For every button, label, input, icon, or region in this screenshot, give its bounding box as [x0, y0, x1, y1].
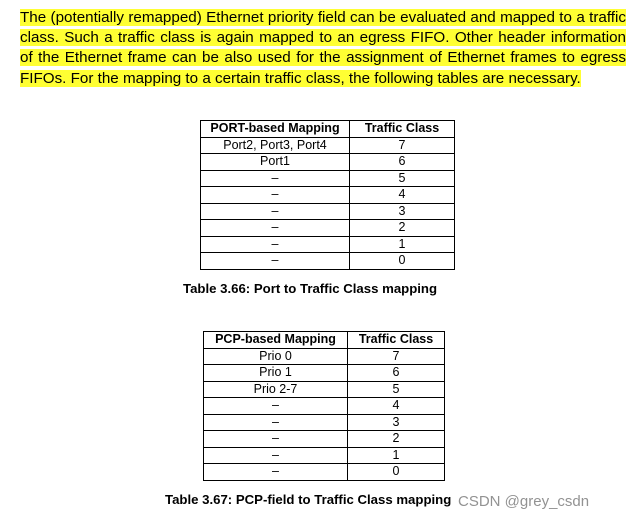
traffic-class-cell: 5	[348, 381, 445, 398]
table-row	[201, 253, 455, 270]
mapping-cell: –	[204, 414, 348, 431]
mapping-cell: Prio 0	[204, 348, 348, 365]
column-header-traffic-class: Traffic Class	[350, 121, 455, 138]
traffic-class-cell: 4	[348, 398, 445, 415]
traffic-class-cell: 2	[348, 431, 445, 448]
traffic-class-cell: 5	[350, 170, 455, 187]
traffic-class-cell: 3	[348, 414, 445, 431]
table-row	[204, 414, 445, 431]
traffic-class-cell: 4	[350, 187, 455, 204]
table-row	[204, 348, 445, 365]
table-header-row	[201, 121, 455, 138]
table-row	[201, 170, 455, 187]
table-header-row	[204, 332, 445, 349]
traffic-class-cell: 3	[350, 203, 455, 220]
table-row	[201, 236, 455, 253]
traffic-class-cell: 1	[348, 447, 445, 464]
mapping-cell: –	[201, 220, 350, 237]
table-row	[204, 464, 445, 481]
traffic-class-cell: 7	[348, 348, 445, 365]
mapping-cell: –	[201, 170, 350, 187]
table-row	[201, 203, 455, 220]
mapping-cell: –	[201, 236, 350, 253]
mapping-cell: –	[201, 187, 350, 204]
intro-paragraph	[20, 8, 626, 89]
table-caption-port: Table 3.66: Port to Traffic Class mapping	[183, 281, 438, 296]
mapping-cell: –	[204, 464, 348, 481]
table-row	[204, 447, 445, 464]
highlighted-text: The (potentially remapped) Ethernet priority field can be evaluated and mapped to a traffic class. Such a traffic class is again mapped to an egress FIFO. Other header information of the Ethernet frame can be also used for the assignment of Ethernet frames to egress FIFOs. For the mapping to a certain traffic class, the following tables are necessary.	[20, 9, 626, 87]
table-caption-pcp: Table 3.67: PCP-field to Traffic Class mapping	[165, 492, 452, 507]
table-row	[204, 398, 445, 415]
mapping-cell: –	[201, 203, 350, 220]
table-row	[204, 431, 445, 448]
mapping-cell: –	[201, 253, 350, 270]
traffic-class-cell: 2	[350, 220, 455, 237]
port-mapping-table	[200, 120, 455, 270]
traffic-class-cell: 6	[350, 154, 455, 171]
traffic-class-cell: 0	[350, 253, 455, 270]
traffic-class-cell: 0	[348, 464, 445, 481]
table-row	[201, 154, 455, 171]
mapping-cell: Prio 1	[204, 365, 348, 382]
column-header-mapping: PCP-based Mapping	[204, 332, 348, 349]
column-header-mapping: PORT-based Mapping	[201, 121, 350, 138]
table-row	[201, 137, 455, 154]
table-row	[201, 187, 455, 204]
table-row	[204, 381, 445, 398]
watermark: CSDN @grey_csdn	[458, 493, 590, 510]
traffic-class-cell: 6	[348, 365, 445, 382]
mapping-cell: –	[204, 431, 348, 448]
traffic-class-cell: 7	[350, 137, 455, 154]
mapping-cell: Port2, Port3, Port4	[201, 137, 350, 154]
table-row	[204, 365, 445, 382]
mapping-cell: Port1	[201, 154, 350, 171]
mapping-cell: –	[204, 398, 348, 415]
pcp-mapping-table	[203, 331, 445, 481]
traffic-class-cell: 1	[350, 236, 455, 253]
table-row	[201, 220, 455, 237]
mapping-cell: Prio 2-7	[204, 381, 348, 398]
column-header-traffic-class: Traffic Class	[348, 332, 445, 349]
mapping-cell: –	[204, 447, 348, 464]
